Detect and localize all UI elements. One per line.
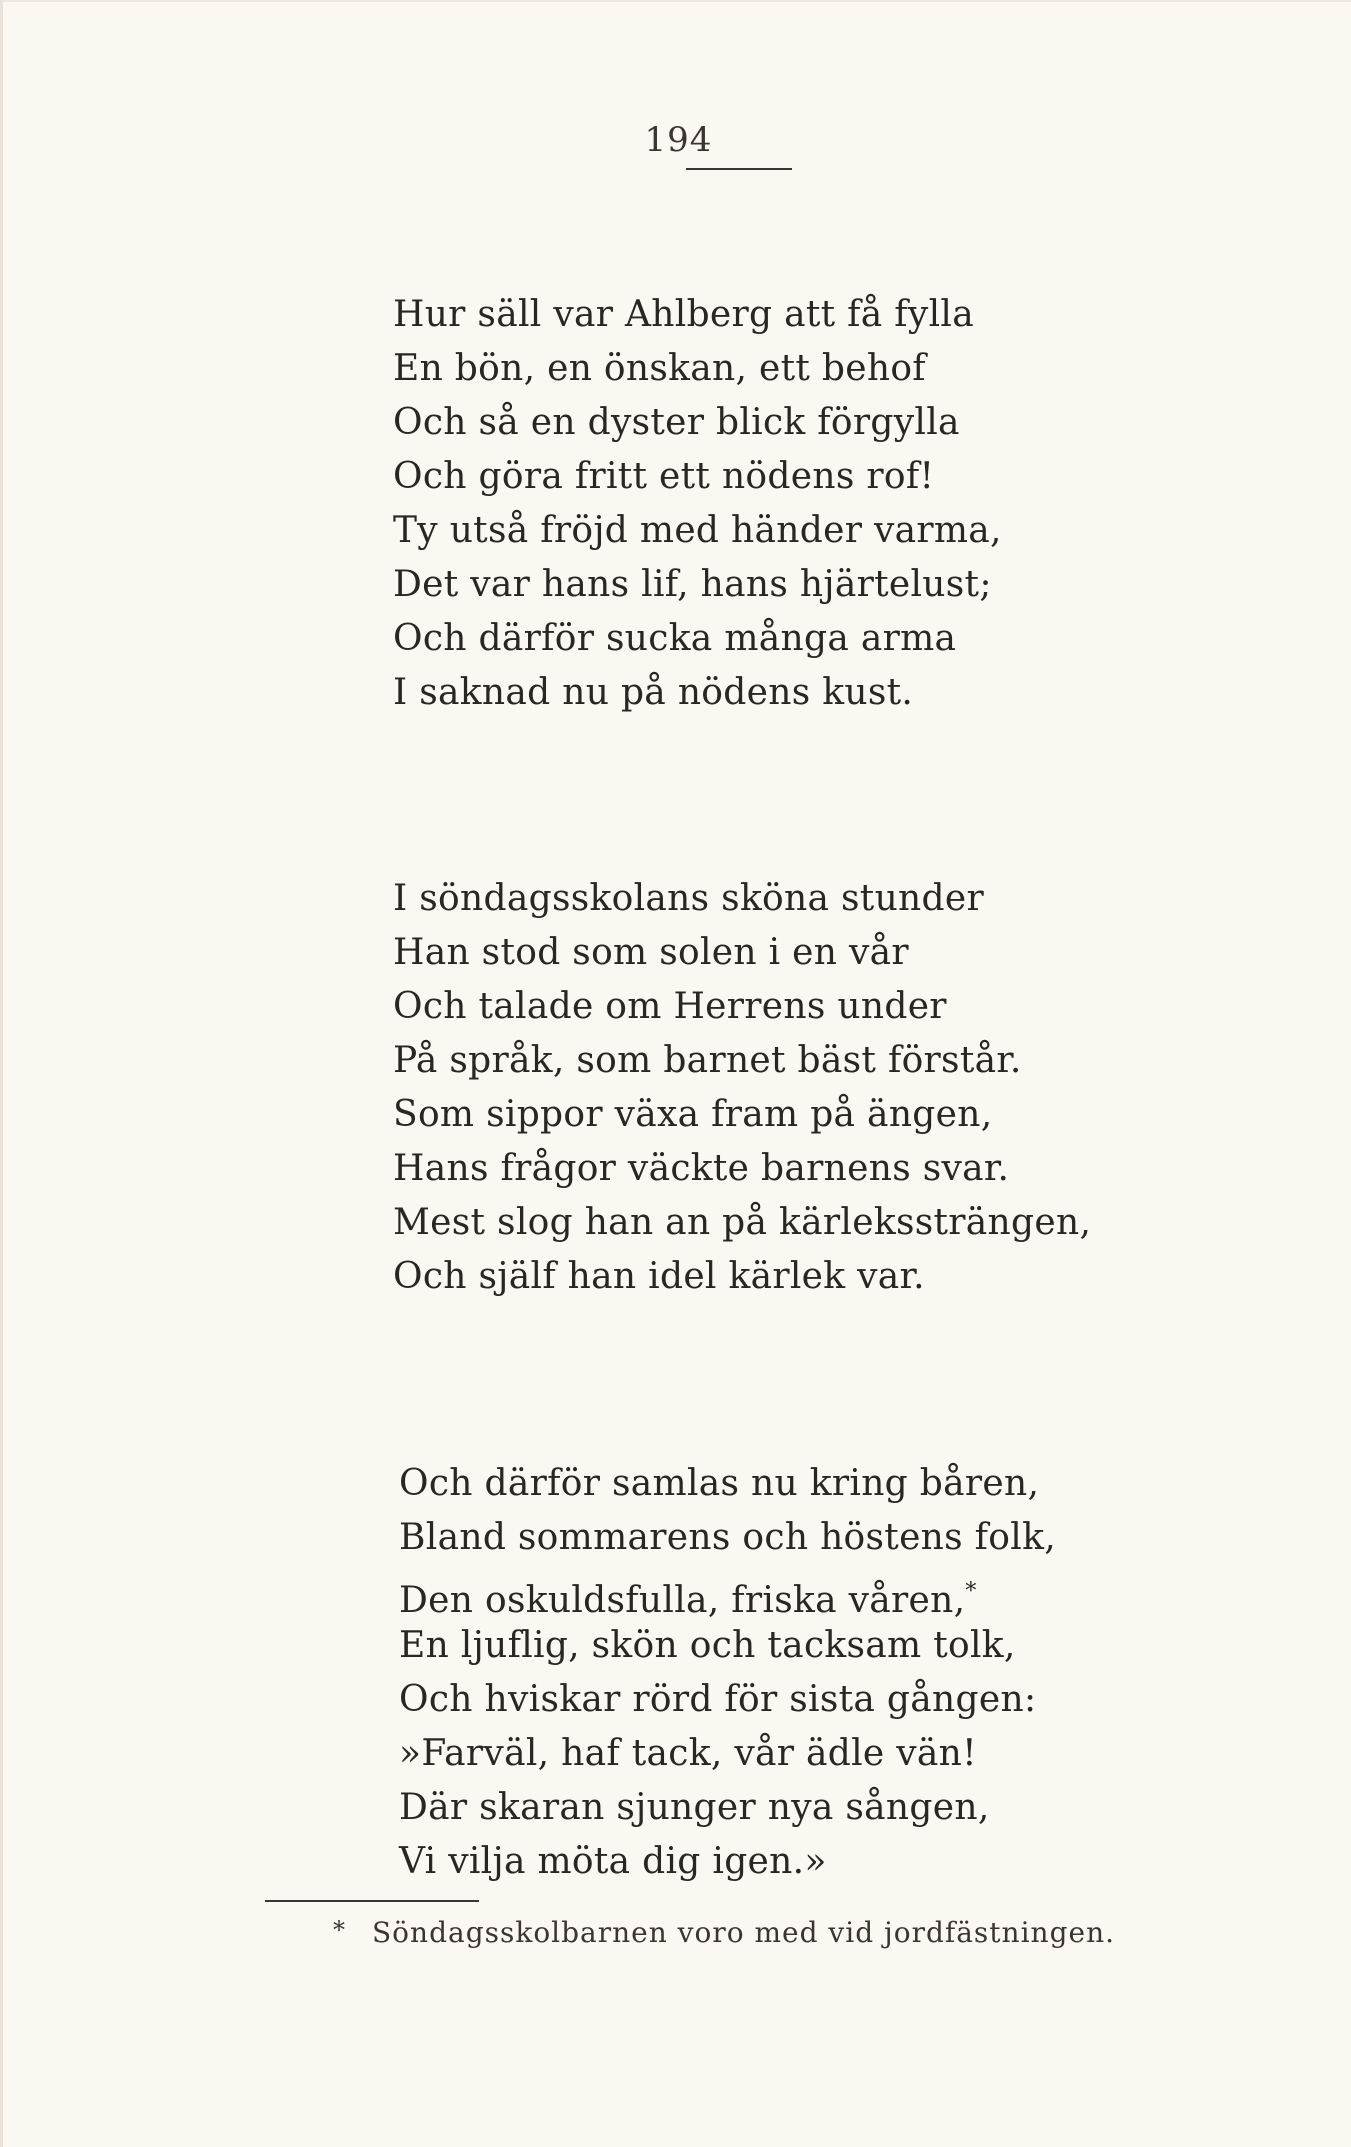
footnote-reference: * — [965, 1579, 977, 1604]
verse-line: I söndagsskolans sköna stunder — [393, 878, 984, 919]
verse-line: Bland sommarens och höstens folk, — [399, 1517, 1056, 1558]
verse-line: Och så en dyster blick förgylla — [393, 402, 960, 443]
verse-line: Vi vilja möta dig igen.» — [399, 1841, 827, 1882]
verse-line: I saknad nu på nödens kust. — [393, 672, 914, 713]
verse-line: Och därför sucka många arma — [393, 618, 957, 659]
verse-line-with-footnote — [399, 1565, 1056, 1619]
page-number: 194 — [644, 120, 713, 160]
verse-line: Och därför samlas nu kring båren, — [399, 1463, 1040, 1504]
verse-line: Där skaran sjunger nya sången, — [399, 1787, 990, 1828]
verse-line: Hans frågor väckte barnens svar. — [393, 1148, 1010, 1189]
verse-line: Och talade om Herrens under — [393, 986, 947, 1027]
verse-line: Han stod som solen i en vår — [393, 932, 909, 973]
verse-line: Och hviskar rörd för sista gången: — [399, 1679, 1037, 1720]
page-number-rule — [686, 168, 792, 170]
footnote-text: Söndagsskolbarnen voro med vid jordfästningen. — [372, 1916, 1116, 1949]
verse-line: På språk, som barnet bäst förstår. — [393, 1040, 1022, 1081]
stanza-1 — [393, 288, 1002, 720]
verse-line: Och själf han idel kärlek var. — [393, 1256, 925, 1297]
verse-line: Mest slog han an på kärlekssträngen, — [393, 1202, 1092, 1243]
footnote-mark: * — [333, 1916, 346, 1944]
stanza-3 — [399, 1457, 1056, 1889]
verse-line: En bön, en önskan, ett behof — [393, 348, 926, 389]
footnote-rule — [265, 1900, 479, 1902]
verse-line: Ty utså fröjd med händer varma, — [393, 510, 1002, 551]
verse-line: »Farväl, haf tack, vår ädle vän! — [399, 1733, 977, 1774]
stanza-2 — [393, 872, 1091, 1304]
verse-line-text: Den oskuldsfulla, friska våren, — [399, 1580, 966, 1621]
verse-line: Hur säll var Ahlberg att få fylla — [393, 294, 974, 335]
verse-line: Som sippor växa fram på ängen, — [393, 1094, 993, 1135]
verse-line: Och göra fritt ett nödens rof! — [393, 456, 935, 497]
verse-line: Det var hans lif, hans hjärtelust; — [393, 564, 992, 605]
footnote — [333, 1910, 1115, 1953]
verse-line: En ljuflig, skön och tacksam tolk, — [399, 1625, 1016, 1666]
